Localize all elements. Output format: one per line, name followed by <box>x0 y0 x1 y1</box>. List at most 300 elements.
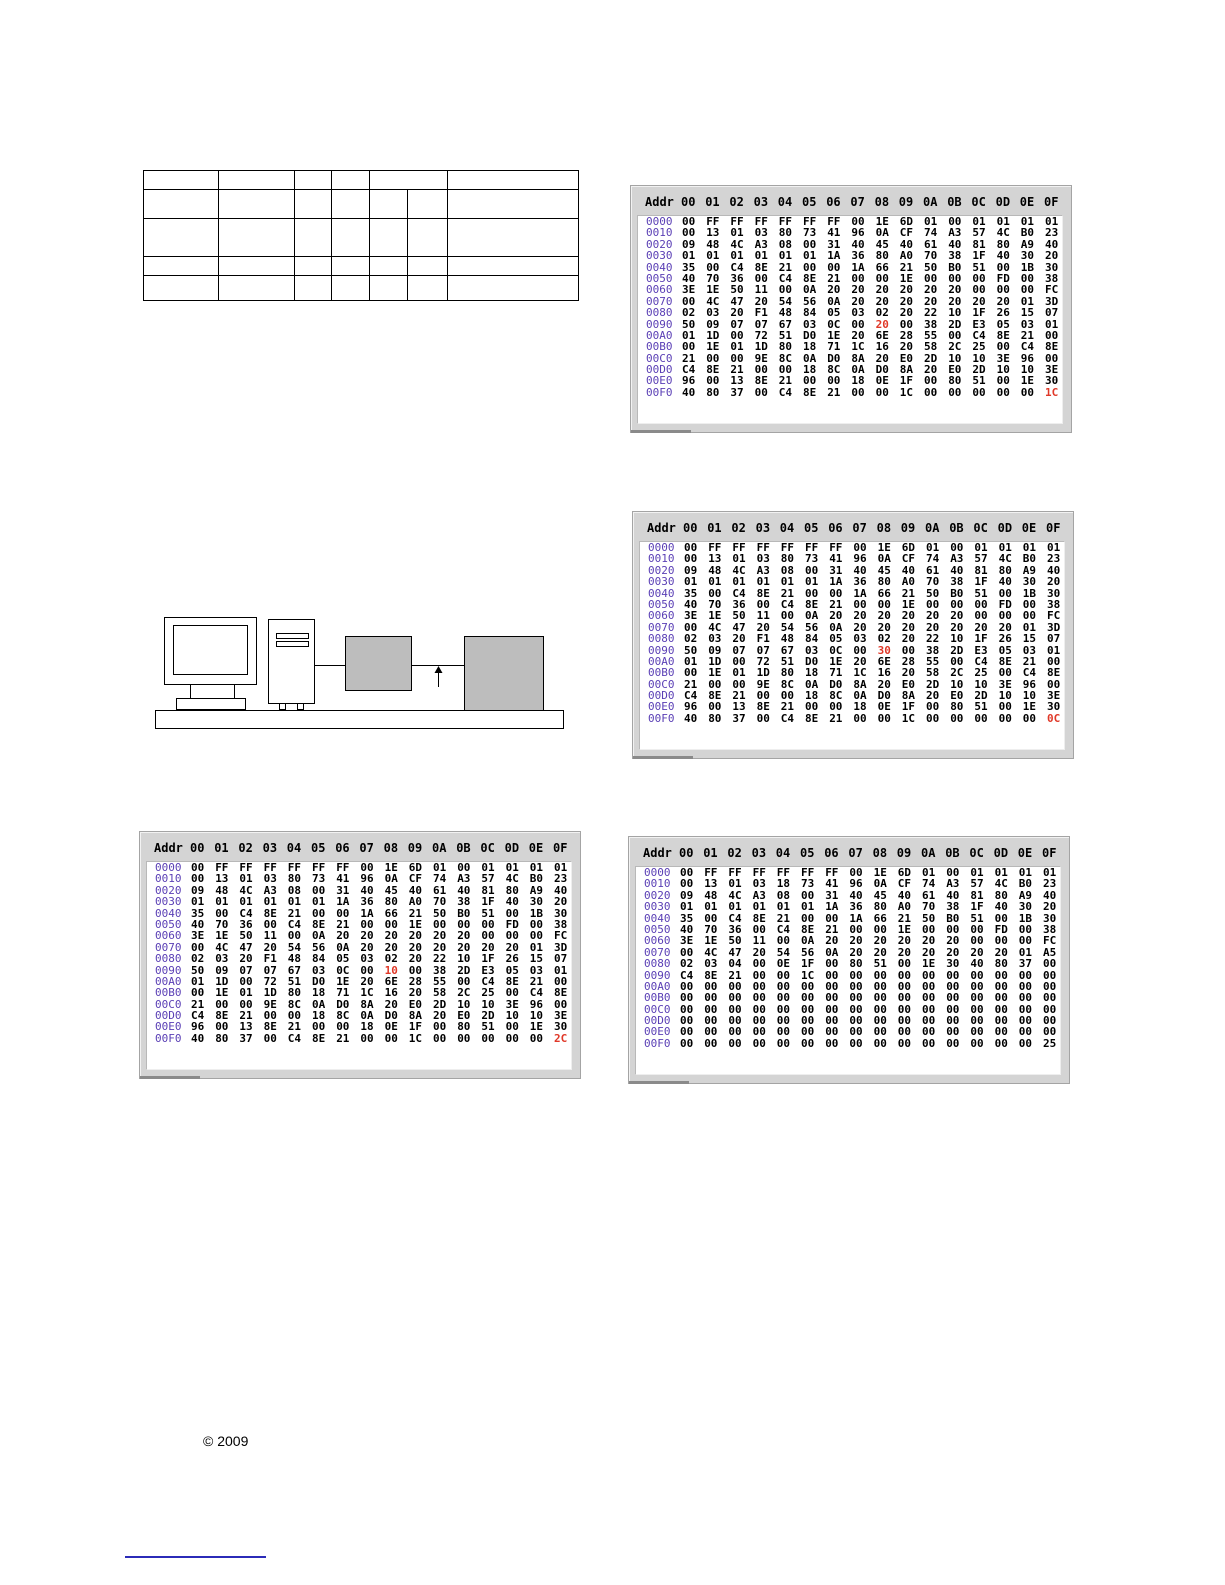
hex-byte: 01 <box>752 900 766 914</box>
hex-byte: C4 <box>191 1009 205 1023</box>
hex-header-col: 0A <box>923 195 938 209</box>
hex-byte: 1B <box>1018 911 1033 925</box>
hex-grid <box>635 866 1061 1075</box>
hex-byte: 00 <box>1022 597 1037 611</box>
hex-byte: 00 <box>1020 385 1035 399</box>
hex-byte: 1E <box>877 541 891 554</box>
hex-byte: 04 <box>728 957 742 971</box>
hex-byte: 20 <box>948 283 962 297</box>
hex-header-addr: Addr <box>643 846 672 860</box>
hex-byte: 08 <box>776 888 791 902</box>
hex-byte: 00 <box>946 979 960 993</box>
hex-byte: 51 <box>970 911 984 925</box>
hex-byte: 8E <box>756 586 770 600</box>
hex-byte: 0C <box>336 963 350 977</box>
hex-byte: 00 <box>481 1031 495 1045</box>
hex-byte: 30 <box>529 895 544 909</box>
hex-byte: 00 <box>433 917 447 931</box>
hex-byte: 00 <box>1018 991 1033 1005</box>
hex-byte: 1E <box>897 922 912 936</box>
hex-byte: 10 <box>481 997 495 1011</box>
hex-byte: 00 <box>998 711 1012 725</box>
hex-byte: C4 <box>684 689 698 703</box>
footer-link-underline[interactable] <box>125 1556 266 1558</box>
hex-byte: 96 <box>360 872 374 886</box>
hex-byte: 1C <box>899 385 914 399</box>
hex-byte: 00 <box>901 643 916 657</box>
hex-byte: 22 <box>924 306 938 320</box>
hex-byte: 01 <box>776 900 791 914</box>
hex-byte: 00 <box>684 666 698 680</box>
hex-byte: 80 <box>994 888 1008 902</box>
hex-byte: 00 <box>801 1014 815 1028</box>
hex-byte: 51 <box>481 906 495 920</box>
hex-byte: 00 <box>704 911 718 925</box>
hex-byte: 4C <box>215 940 229 954</box>
hex-byte: 80 <box>287 872 302 886</box>
hex-address: 00D0 <box>646 363 673 377</box>
hex-byte: 20 <box>408 952 423 966</box>
hex-byte: 21 <box>728 968 742 982</box>
hex-byte: 05 <box>827 306 841 320</box>
horizontal-scrollbar[interactable] <box>140 1076 200 1079</box>
hex-byte: 01 <box>1047 643 1061 657</box>
hex-row <box>636 901 1060 912</box>
hex-byte: 00 <box>970 1014 984 1028</box>
hex-byte: 00 <box>922 1014 936 1028</box>
hex-byte: 80 <box>780 552 795 566</box>
hex-address: 0060 <box>648 609 675 623</box>
hex-byte: 96 <box>1020 351 1035 365</box>
hex-byte: 8E <box>708 689 722 703</box>
hex-byte: 10 <box>1022 689 1037 703</box>
hex-byte: 18 <box>803 340 817 354</box>
hex-byte: 20 <box>899 283 914 297</box>
horizontal-scrollbar[interactable] <box>633 756 693 759</box>
hex-byte: 18 <box>803 363 817 377</box>
hex-byte: 8E <box>263 906 277 920</box>
hex-byte: 30 <box>1045 260 1059 274</box>
hex-byte: 96 <box>682 374 696 388</box>
hex-byte: 00 <box>805 700 819 714</box>
hex-byte: FF <box>263 861 277 874</box>
hex-byte: 1C <box>901 711 916 725</box>
hex-header-col: 09 <box>898 195 914 209</box>
hex-byte: 2D <box>481 1009 495 1023</box>
hex-byte: 56 <box>801 945 815 959</box>
hex-byte: 00 <box>946 1002 960 1016</box>
hex-byte: 1E <box>922 957 936 971</box>
hex-byte: 21 <box>336 917 350 931</box>
hex-address: 0080 <box>648 632 675 646</box>
hex-byte: 80 <box>994 957 1008 971</box>
hex-byte: C4 <box>682 363 696 377</box>
hex-byte: 03 <box>312 963 326 977</box>
hex-byte: 81 <box>974 563 988 577</box>
hex-byte: 00 <box>728 991 742 1005</box>
hex-byte: 74 <box>924 226 938 240</box>
hex-byte: 67 <box>287 963 302 977</box>
hex-byte: 30 <box>946 957 960 971</box>
hex-byte: 01 <box>312 895 326 909</box>
hex-byte: 00 <box>682 226 696 240</box>
hex-byte: 01 <box>778 249 793 263</box>
hex-byte: 07 <box>730 317 744 331</box>
hex-byte: 67 <box>778 317 793 331</box>
hex-byte: 21 <box>778 374 793 388</box>
hex-byte: 05 <box>998 643 1012 657</box>
hex-byte: 4C <box>998 552 1012 566</box>
hex-byte: 00 <box>752 991 766 1005</box>
hex-byte: 00 <box>972 271 986 285</box>
hex-byte: 01 <box>239 986 253 1000</box>
hex-byte: 8C <box>829 689 843 703</box>
hex-byte: 20 <box>457 940 471 954</box>
hex-byte: 70 <box>706 271 720 285</box>
hex-address: 00C0 <box>644 1002 671 1016</box>
hex-byte: 40 <box>682 271 696 285</box>
hex-byte: 00 <box>680 877 694 891</box>
spec-table-grid <box>143 170 579 301</box>
hex-header-col: 05 <box>800 846 815 860</box>
hex-byte: 20 <box>457 929 471 943</box>
hex-byte: 03 <box>1022 643 1037 657</box>
hex-address: 0030 <box>648 575 675 589</box>
hex-byte: 0E <box>384 1020 398 1034</box>
hex-byte: 08 <box>287 883 302 897</box>
hex-header-col: 0E <box>1021 521 1037 535</box>
hex-byte: 00 <box>680 979 694 993</box>
hex-address: 00F0 <box>648 711 675 725</box>
hex-byte: 20 <box>554 895 568 909</box>
hex-byte: 2C <box>950 666 964 680</box>
hex-byte: 00 <box>924 374 938 388</box>
hex-byte: 25 <box>974 666 988 680</box>
hex-byte: 1C <box>801 968 815 982</box>
hex-byte: 00 <box>680 1014 694 1028</box>
hex-address: 0080 <box>646 306 673 320</box>
hex-byte: 00 <box>974 609 988 623</box>
hex-header-col: 0E <box>528 841 544 855</box>
hex-byte: 00 <box>924 271 938 285</box>
hex-byte: 00 <box>922 1036 936 1050</box>
hex-grid <box>146 861 572 1070</box>
hex-byte: 20 <box>897 934 912 948</box>
hex-byte: 00 <box>897 1036 912 1050</box>
hex-byte: 01 <box>730 249 744 263</box>
hex-byte: 10 <box>974 677 988 691</box>
hex-header-col: 04 <box>775 846 791 860</box>
hex-byte: 00 <box>897 1014 912 1028</box>
hex-byte: B0 <box>1018 877 1033 891</box>
hex-byte: 20 <box>849 945 863 959</box>
hex-byte: 00 <box>433 1020 447 1034</box>
hex-byte: 09 <box>708 643 722 657</box>
hex-header-col: 04 <box>777 195 793 209</box>
hex-byte: 50 <box>730 283 744 297</box>
hex-byte: 40 <box>998 575 1012 589</box>
hex-byte: 1D <box>754 340 768 354</box>
hex-byte: 18 <box>805 666 819 680</box>
hex-address: 0050 <box>646 271 673 285</box>
hex-byte: 8A <box>901 689 916 703</box>
hex-address: 00F0 <box>646 385 673 399</box>
horizontal-scrollbar[interactable] <box>631 430 691 433</box>
hex-byte: 1A <box>827 249 841 263</box>
hex-byte: 0A <box>803 351 817 365</box>
hex-row <box>640 633 1064 644</box>
hex-byte: 47 <box>732 620 746 634</box>
hex-byte: 20 <box>433 929 447 943</box>
hex-byte: 20 <box>752 945 766 959</box>
hex-header-col: 08 <box>872 846 888 860</box>
hex-byte: C4 <box>780 597 795 611</box>
hex-byte: A3 <box>754 237 768 251</box>
hex-byte: 01 <box>529 940 544 954</box>
hex-byte: 00 <box>776 991 791 1005</box>
hex-byte: 8E <box>706 363 720 377</box>
hex-byte: 13 <box>704 877 718 891</box>
hex-byte: D0 <box>877 689 891 703</box>
hex-byte: 3E <box>191 929 205 943</box>
hex-byte: A0 <box>408 895 423 909</box>
hex-address: 0030 <box>644 900 671 914</box>
hex-byte: 38 <box>433 963 447 977</box>
hex-byte: 00 <box>704 1014 718 1028</box>
hex-address: 00F0 <box>644 1036 671 1050</box>
hex-byte: 11 <box>263 929 277 943</box>
hex-byte: 13 <box>732 700 746 714</box>
hex-byte: 07 <box>756 643 770 657</box>
horizontal-scrollbar[interactable] <box>629 1081 689 1084</box>
hex-byte: 41 <box>829 552 843 566</box>
hex-byte: 40 <box>360 883 374 897</box>
hex-byte: 00 <box>972 283 986 297</box>
hex-byte: 1E <box>706 340 720 354</box>
hex-byte: 51 <box>974 586 988 600</box>
hex-byte: 1E <box>215 929 229 943</box>
hex-byte: D0 <box>875 363 889 377</box>
hex-byte: 8E <box>754 374 768 388</box>
hex-header-col: 06 <box>824 846 839 860</box>
hex-byte: 41 <box>827 226 841 240</box>
hex-byte: 96 <box>529 997 544 1011</box>
hex-address: 0040 <box>648 586 675 600</box>
hex-byte: 00 <box>853 711 867 725</box>
hex-byte: 00 <box>684 552 698 566</box>
hex-byte: 9E <box>263 997 277 1011</box>
hex-byte: 40 <box>191 917 205 931</box>
hex-byte: 67 <box>780 643 795 657</box>
hex-byte: 1E <box>827 328 841 342</box>
hex-byte: 70 <box>708 597 722 611</box>
hex-byte: 21 <box>829 597 843 611</box>
hex-byte: 00 <box>851 385 865 399</box>
hex-byte: 00 <box>776 1025 791 1039</box>
hex-header-row <box>140 832 580 860</box>
hex-byte: 00 <box>970 991 984 1005</box>
hex-header-col: 0D <box>504 841 520 855</box>
hex-byte: 1F <box>972 249 986 263</box>
hex-byte: 01 <box>754 249 768 263</box>
hex-address: 0030 <box>646 249 673 263</box>
hex-dump-panel <box>632 511 1074 759</box>
hex-address: 00B0 <box>155 986 182 1000</box>
hex-byte: 00 <box>505 929 519 943</box>
hex-byte: 00 <box>752 1025 766 1039</box>
hex-byte: FF <box>706 215 720 228</box>
hex-byte: 8A <box>851 351 865 365</box>
hex-byte: 00 <box>801 911 815 925</box>
hex-byte: 20 <box>239 952 253 966</box>
hex-byte: 80 <box>849 957 863 971</box>
hex-byte: FF <box>732 541 746 554</box>
hex-byte: 0A <box>875 226 889 240</box>
hex-byte: 20 <box>875 283 889 297</box>
hex-byte: 40 <box>948 237 962 251</box>
hex-byte: 80 <box>778 226 793 240</box>
hex-byte: 2C <box>554 1031 568 1045</box>
hex-byte: 1E <box>704 934 718 948</box>
hex-byte: 20 <box>384 940 398 954</box>
hex-byte: 70 <box>924 249 938 263</box>
hex-byte: 9E <box>756 677 770 691</box>
hex-byte: 08 <box>778 237 793 251</box>
hex-byte: 10 <box>1020 363 1035 377</box>
hex-byte: CF <box>408 872 423 886</box>
hex-header-col: 0B <box>945 846 960 860</box>
hex-byte: 36 <box>239 917 253 931</box>
hex-byte: 01 <box>1043 866 1057 879</box>
hex-byte: 21 <box>730 363 744 377</box>
hex-byte: 30 <box>1045 374 1059 388</box>
hex-byte: 21 <box>829 711 843 725</box>
hex-byte: 20 <box>899 340 914 354</box>
hex-byte: 02 <box>191 952 205 966</box>
hex-byte: 20 <box>946 945 960 959</box>
hex-byte: 0E <box>776 957 791 971</box>
hex-byte: FD <box>994 922 1008 936</box>
hex-byte: 45 <box>873 888 887 902</box>
hex-byte: 40 <box>849 888 863 902</box>
hex-byte: 23 <box>1043 877 1057 891</box>
hex-byte: C4 <box>481 974 495 988</box>
hex-byte: 1E <box>336 974 350 988</box>
hex-byte: 00 <box>756 689 770 703</box>
hex-byte: 00 <box>1047 677 1061 691</box>
hex-byte: C4 <box>776 922 791 936</box>
hex-byte: 00 <box>754 385 768 399</box>
hex-address: 00A0 <box>646 328 673 342</box>
hex-byte: 38 <box>1045 271 1059 285</box>
hex-byte: 55 <box>433 974 447 988</box>
hex-byte: 4C <box>994 877 1008 891</box>
hex-address: 0010 <box>648 552 675 566</box>
hex-row <box>638 387 1062 398</box>
hex-byte: 20 <box>901 632 916 646</box>
hex-byte: 20 <box>901 620 916 634</box>
hex-byte: 66 <box>875 260 889 274</box>
hex-byte: C4 <box>680 968 694 982</box>
hex-byte: 07 <box>554 952 568 966</box>
hex-byte: FC <box>1047 609 1061 623</box>
pc-tower-icon <box>269 620 315 704</box>
hex-byte: 80 <box>505 883 519 897</box>
hex-byte: 00 <box>730 328 744 342</box>
hex-byte: 00 <box>457 861 471 874</box>
hex-byte: 20 <box>384 929 398 943</box>
hex-byte: 00 <box>191 986 205 1000</box>
hex-byte: 01 <box>554 963 568 977</box>
hex-byte: 57 <box>970 877 984 891</box>
hex-byte: 01 <box>970 866 984 879</box>
hex-byte: 80 <box>998 563 1012 577</box>
hex-byte: 00 <box>849 1014 863 1028</box>
hex-byte: 20 <box>408 986 423 1000</box>
hex-byte: 30 <box>1047 586 1061 600</box>
hex-byte: 38 <box>946 900 960 914</box>
hex-byte: 20 <box>433 1009 447 1023</box>
hex-byte: 50 <box>926 586 940 600</box>
hex-dump-panel <box>139 831 581 1079</box>
hex-byte: 40 <box>680 922 694 936</box>
hex-byte: FF <box>730 215 744 228</box>
hex-byte: 40 <box>946 888 960 902</box>
hex-byte: 38 <box>950 575 964 589</box>
hex-byte: 00 <box>873 991 887 1005</box>
hex-byte: 4C <box>239 883 253 897</box>
hex-header-col: 0C <box>480 841 495 855</box>
hex-byte: 51 <box>287 974 302 988</box>
hex-byte: 09 <box>680 888 694 902</box>
hex-byte: 00 <box>972 385 986 399</box>
hex-byte: 0A <box>877 552 891 566</box>
hex-byte: 40 <box>682 385 696 399</box>
hex-byte: 00 <box>505 986 519 1000</box>
hex-byte: 1E <box>875 215 889 228</box>
hex-byte: 0C <box>1047 711 1061 725</box>
hex-byte: B0 <box>950 586 964 600</box>
hex-byte: 00 <box>873 1002 887 1016</box>
hex-byte: 20 <box>851 283 865 297</box>
hex-byte: 00 <box>1022 609 1037 623</box>
hex-byte: 8E <box>704 968 718 982</box>
hex-byte: 48 <box>778 306 793 320</box>
hex-byte: 08 <box>780 563 795 577</box>
hex-address: 00E0 <box>644 1025 671 1039</box>
hex-byte: 51 <box>481 1020 495 1034</box>
hex-byte: 8C <box>287 997 302 1011</box>
hex-byte: 1E <box>408 917 423 931</box>
hex-byte: 18 <box>776 877 791 891</box>
hex-byte: 40 <box>554 883 568 897</box>
hex-byte: 30 <box>1047 700 1061 714</box>
hex-byte: 84 <box>803 306 817 320</box>
hex-address: 0070 <box>644 945 671 959</box>
hex-byte: 40 <box>408 883 423 897</box>
hex-byte: 8A <box>899 363 914 377</box>
hex-byte: 40 <box>970 957 984 971</box>
hex-byte: 02 <box>680 957 694 971</box>
hex-byte: 00 <box>1045 351 1059 365</box>
hex-byte: 1E <box>529 1020 544 1034</box>
hex-byte: 50 <box>682 317 696 331</box>
hex-byte: 07 <box>239 963 253 977</box>
hex-byte: 07 <box>1047 632 1061 646</box>
hex-byte: 38 <box>1043 922 1057 936</box>
hex-byte: 00 <box>1018 1025 1033 1039</box>
hex-byte: 1F <box>481 895 495 909</box>
